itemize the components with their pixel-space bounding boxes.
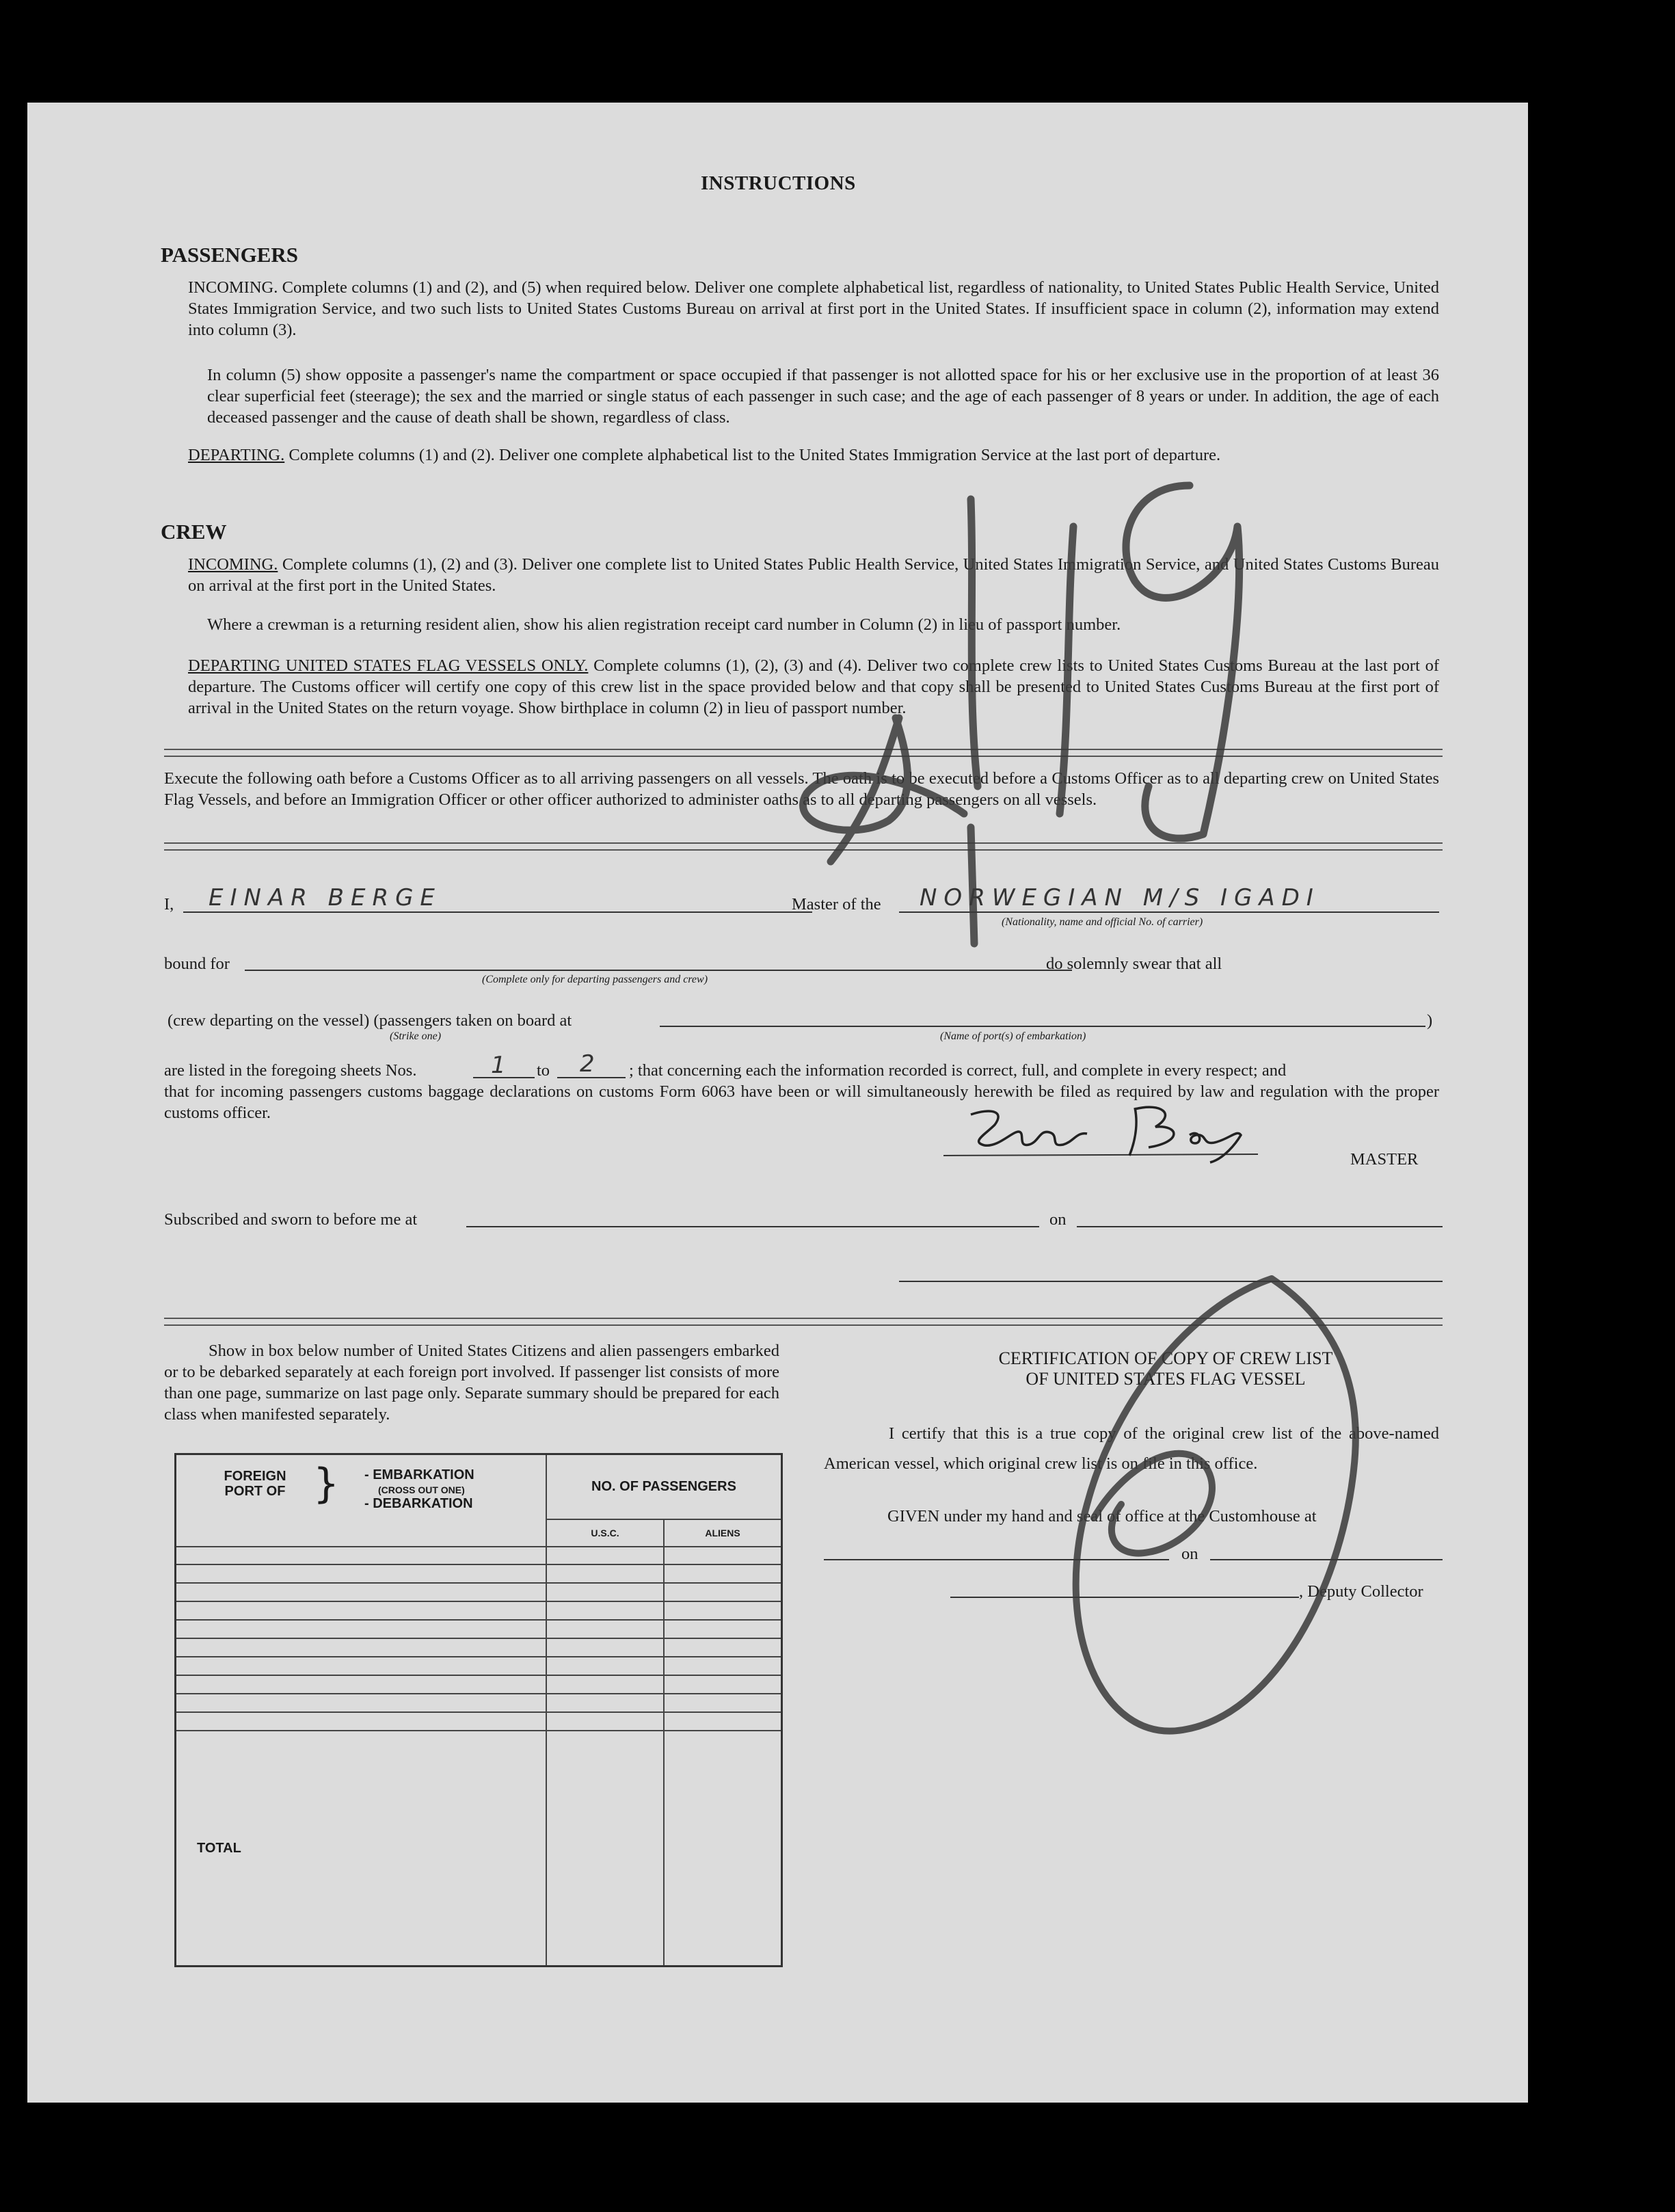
- deputy-collector-label: , Deputy Collector: [1299, 1582, 1423, 1601]
- strike-caption: (Strike one): [390, 1030, 442, 1042]
- sheet-from: 1: [491, 1052, 506, 1079]
- crew-departing-label: DEPARTING UNITED STATES FLAG VESSELS ONLY.: [188, 656, 589, 675]
- certification-title-line2: OF UNITED STATES FLAG VESSEL: [1026, 1369, 1306, 1389]
- crew-incoming-label: INCOMING.: [188, 555, 278, 574]
- debarkation-label: - DEBARKATION: [364, 1496, 473, 1511]
- usc-header: U.S.C.: [546, 1519, 664, 1547]
- swear-text: do solemnly swear that all: [1046, 955, 1222, 973]
- foreign-port-label: FOREIGN PORT OF: [224, 1469, 286, 1499]
- vessel-name: NORWEGIAN M/S IGADI: [920, 884, 1320, 911]
- passengers-heading: PASSENGERS: [161, 243, 298, 267]
- aliens-header: ALIENS: [664, 1519, 782, 1547]
- certification-on-label: on: [1181, 1545, 1198, 1563]
- listed-rest: that for incoming passengers customs baggage declarations on customs Form 6063 have been or will simultaneously herewith be filed as required by law and regulation with the proper customs officer.: [164, 1082, 1439, 1122]
- close-paren: ): [1427, 1011, 1433, 1030]
- embarkation-label: - EMBARKATION: [364, 1467, 474, 1482]
- subscribed-label: Subscribed and sworn to before me at: [164, 1210, 418, 1229]
- brace-icon: }: [313, 1460, 340, 1508]
- certification-title-line1: CERTIFICATION OF COPY OF CREW LIST: [998, 1348, 1333, 1368]
- total-label: TOTAL: [176, 1731, 547, 1966]
- bound-for-label: bound for: [164, 955, 230, 973]
- master-name: EINAR BERGE: [209, 884, 442, 911]
- document-page: [27, 103, 1528, 2103]
- crew-departing-text: Complete columns (1), (2), (3) and (4). Deliver two complete crew lists to United States Customs Bureau at the last port of departure. The Customs officer will certify one copy of this crew list in the space provided below and that copy shall be presented to United States Customs Bureau at the first port of arrival in the United States on the return voyage. Show birthplace in column (2) in lieu of passport number.: [188, 656, 1439, 717]
- instructions-title: INSTRUCTIONS: [701, 172, 856, 194]
- certify-text: I certify that this is a true copy of the original crew list of the above-named American vessel, which original crew list is on file in this office.: [824, 1424, 1439, 1473]
- passengers-incoming-text: Complete columns (1) and (2), and (5) when required below. Deliver one complete alphabetical list, regardless of nationality, to United States Public Health Service, United States Immigration Service, and two such lists to United States Customs Bureau on arrival at first port in the United States. If insufficient space in column (2), information may extend into column (3).: [188, 278, 1439, 339]
- cross-out-label: (CROSS OUT ONE): [378, 1484, 465, 1495]
- oath-intro: Execute the following oath before a Customs Officer as to all arriving passengers on all vessels. The oath is to be executed before a Customs Officer as to all departing crew on United States Flag Vessels, and before an Immigration Officer or other officer authorized to administer oaths as to all departing passengers on all vessels.: [164, 769, 1439, 809]
- summary-instructions: Show in box below number of United States Citizens and alien passengers embarked or to be debarked separately at each foreign port involved. If passenger list consists of more than one page, summarize on last page only. Separate summary should be prepared for each class when manifested separately.: [164, 1342, 779, 1424]
- vessel-caption: (Nationality, name and official No. of carrier): [1002, 916, 1203, 928]
- crew-resident-paragraph: Where a crewman is a returning resident alien, show his alien registration receipt card number in Column (2) in lieu of passport number.: [207, 615, 1121, 634]
- no-of-passengers-header: NO. OF PASSENGERS: [546, 1454, 782, 1519]
- i-label: I,: [164, 895, 174, 914]
- port-caption: (Name of port(s) of embarkation): [940, 1030, 1086, 1042]
- bound-caption: (Complete only for departing passengers and crew): [482, 974, 708, 985]
- passengers-departing-text: Complete columns (1) and (2). Deliver one complete alphabetical list to the United States Immigration Service at the last port of departure.: [284, 446, 1221, 464]
- passengers-incoming-label: INCOMING.: [188, 278, 278, 297]
- crew-heading: CREW: [161, 520, 227, 544]
- passengers-column5-paragraph: In column (5) show opposite a passenger's name the compartment or space occupied if that passenger is not allotted space for his or her exclusive use in the proportion of at least 36 clear superficial feet (steerage); the sex and the married or single status of each passenger in such case; and the age of each passenger of 8 years or under. In addition, the age of each deceased passenger and the cause of death shall be shown, regardless of class.: [207, 366, 1439, 427]
- crew-departing-clause: (crew departing on the vessel) (passengers taken on board at: [168, 1011, 572, 1030]
- crew-incoming-text: Complete columns (1), (2) and (3). Deliver one complete list to United States Public Health Service, United States Immigration Service, and United States Customs Bureau on arrival at the first port in the United States.: [188, 555, 1439, 595]
- subscribed-on-label: on: [1049, 1210, 1067, 1229]
- listed-suffix: ; that concerning each the information recorded is correct, full, and complete in every respect; and: [629, 1061, 1287, 1080]
- handwritten-overlay: [27, 103, 1528, 2103]
- passengers-departing-label: DEPARTING.: [188, 446, 285, 464]
- master-of-label: Master of the: [792, 895, 881, 914]
- master-label: MASTER: [1350, 1150, 1419, 1169]
- given-text: GIVEN under my hand and seal of office at the Customhouse at: [887, 1507, 1317, 1525]
- to-label: to: [537, 1061, 550, 1080]
- sheet-to: 2: [580, 1050, 595, 1078]
- listed-prefix: are listed in the foregoing sheets Nos.: [164, 1061, 417, 1080]
